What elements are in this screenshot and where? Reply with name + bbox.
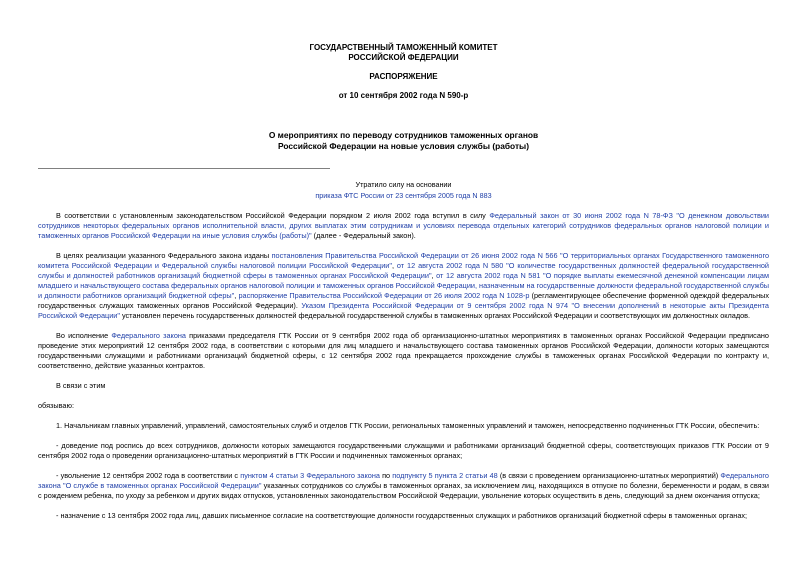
link-customs-service-law[interactable]: Федерального закона "О службе в таможенных органах Российской Федерации" <box>38 471 769 490</box>
paragraph-4: В связи с этим <box>56 381 106 390</box>
text-span: (регламентирующее обеспечение форменной одеждой федеральных государственных служащих таможенных органов Российской Федерации). <box>38 291 769 310</box>
document-body <box>38 211 769 531</box>
text-span: указанных сотрудников со службы в таможенных органах, за исключением лиц, находящихся в отпуске по болезни, беременности и родам, в связи с рождением ребенка, по уходу за ребенком и других видах отпусков, установленных законодательством Российской Федерации, увольнение которых осуществить в день, следующий за днем окончания отпуска; <box>38 481 769 500</box>
paragraph-1 <box>38 211 769 241</box>
text-span: , <box>234 291 239 300</box>
doc-title <box>0 130 807 152</box>
link-clause-4-article-3[interactable]: пунктом 4 статьи 3 Федерального закона <box>240 471 380 480</box>
paragraph-2 <box>38 251 769 321</box>
text-span: приказами председателя ГТК России от 9 сентября 2002 года об организационно-штатных мероприятиях в таможенных органах Российской Федерации предписано проведение этих мероприятий 12 сентября 2002 года, в соответствии с которыми для лиц младшего и начальствующего состава таможенных органов Российской Федерации, должности которых замещаются государственными служащими и работниками организаций бюджетной сферы, с 12 сентября 2002 года прекращается прохождение службы в таможенных органах Российской Федерации по контракту и, соответственно, действие указанных контрактов. <box>38 331 769 370</box>
link-resolution-566[interactable]: постановления Правительства Российской Федерации от 26 июня 2002 года N 566 "О территориальных органах Государственного таможенного комитета Российской Федерации и Федеральной службы налоговой полиции Российской Федерации" <box>38 251 770 270</box>
text-span: , <box>431 271 437 280</box>
org-name-line1: ГОСУДАРСТВЕННЫЙ ТАМОЖЕННЫЙ КОМИТЕТ <box>309 43 498 52</box>
link-federal-law-78fz[interactable]: Федеральный закон от 30 июня 2002 года N 78-ФЗ "О денежном довольствии сотрудников некоторых федеральных органов исполнительной власти, других выплатах этим сотрудникам и условиях перевода отдельных категорий сотрудников федеральных органов налоговой полиции и таможенных органов Российской Федерации на иные условия службы (работы)" <box>38 211 769 240</box>
text-span: , <box>391 261 397 270</box>
text-span: (в связи с проведением организационно-штатных мероприятий) <box>497 471 721 480</box>
paragraph-6: 1. Начальникам главных управлений, управлений, самостоятельных служб и отделов ГТК России, региональных таможенных управлений и таможен, непосредственно подчиненных ГТК России, обеспечить: <box>56 421 760 430</box>
link-order-1028r[interactable]: распоряжение Правительства Российской Федерации от 26 июля 2002 года N 1028-р <box>238 291 530 300</box>
text-span: установлен перечень государственных должностей федеральной государственной службы в таможенных органах Российской Федерации и соответствующих им должностных окладов. <box>119 311 751 320</box>
text-span: Во исполнение <box>56 331 112 340</box>
text-span: - увольнение 12 сентября 2002 года в соответствии с <box>56 471 241 480</box>
separator-rule <box>38 168 330 169</box>
link-resolution-580[interactable]: от 12 августа 2002 года N 580 "О количестве государственных должностей федеральной государственной службы и должностей работников организаций бюджетной сферы в таможенных органах Российской Федерации" <box>38 261 769 280</box>
text-span: В соответствии с установленным законодательством Российской Федерации порядком 2 июля 2002 года вступил в силу <box>56 211 490 220</box>
paragraph-9: - назначение с 13 сентября 2002 года лиц, давших письменное согласие на соответствующие должности государственных служащих и работников организаций бюджетной сферы в таможенных органах; <box>56 511 748 520</box>
status-note-text: Утратило силу на основании <box>355 180 452 189</box>
link-decree-974[interactable]: Указом Президента Российской Федерации от 9 сентября 2002 года N 974 "О внесении дополнений в некоторые акты Президента Российской Федерации" <box>38 301 769 320</box>
doc-type: РАСПОРЯЖЕНИЕ <box>369 72 438 81</box>
link-subclause-5-article-48[interactable]: подпункту 5 пункта 2 статьи 48 <box>392 471 498 480</box>
doc-title-line1: О мероприятиях по переводу сотрудников таможенных органов <box>268 130 539 140</box>
status-note-link[interactable]: приказа ФТС России от 23 сентября 2005 года N 883 <box>315 191 492 200</box>
status-note <box>0 179 807 201</box>
paragraph-7: - доведение под роспись до всех сотрудников, должности которых замещаются государственными служащими и работниками организаций бюджетной сферы, соответствующих приказов ГТК России от 9 сентября 2002 года о проведении организационно-штатных мероприятий в ГТК России и подчиненных таможенных органах; <box>38 441 769 460</box>
text-span: В целях реализации указанного Федерального закона изданы <box>56 251 272 260</box>
paragraph-3 <box>38 331 769 371</box>
doc-title-line2: Российской Федерации на новые условия службы (работы) <box>278 141 529 151</box>
document-header <box>0 43 807 101</box>
paragraph-5: обязываю: <box>38 401 74 410</box>
text-span: (далее - Федеральный закон). <box>311 231 416 240</box>
paragraph-8 <box>38 471 769 501</box>
link-federal-law[interactable]: Федерального закона <box>111 331 186 340</box>
text-span: по <box>379 471 393 480</box>
org-name-line2: РОССИЙСКОЙ ФЕДЕРАЦИИ <box>348 53 459 62</box>
doc-date: от 10 сентября 2002 года N 590-р <box>338 91 469 100</box>
link-resolution-581[interactable]: от 12 августа 2002 года N 581 "О порядке выплаты ежемесячной денежной компенсации лицам младшего и начальствующего состава федеральных органов налоговой полиции и таможенных органов Российской Федерации, назначенным на государственные должности федеральной государственной службы и должности работников организаций бюджетной сферы" <box>38 271 770 300</box>
